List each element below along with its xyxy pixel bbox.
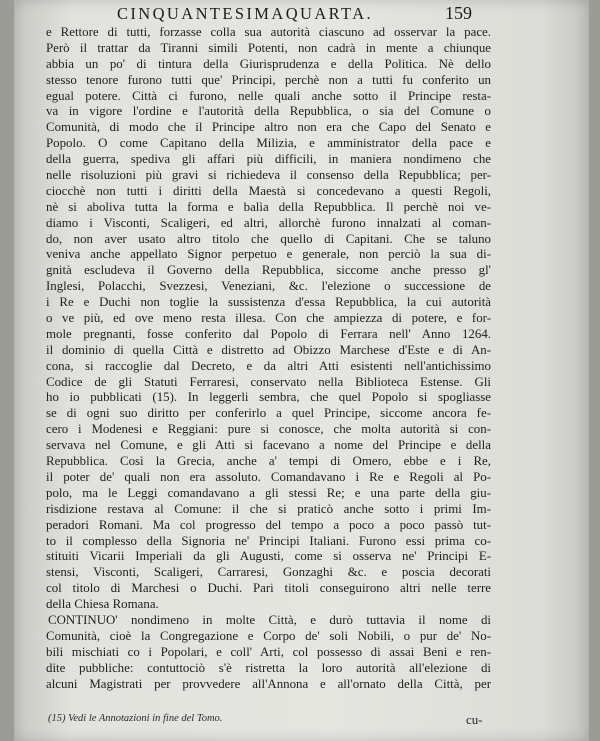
text-line: ho io pubblicati (15). In leggerli sembra, che quel Popolo si spogliasse [46, 390, 491, 405]
running-title: CINQUANTESIMAQUARTA. [117, 4, 374, 23]
text-line: diamo i Visconti, Scaligeri, ed altri, allorchè furono innalzati al coman- [46, 215, 491, 230]
text-line: peradori Romani. Ma col progresso del tempo a poco a poco passò tut- [46, 517, 491, 532]
text-line: nè si aboliva tutta la forma e balìa della Repubblica. Il perchè noi ve- [46, 199, 491, 214]
body-text [46, 25, 491, 692]
text-line: alcuni Magistrati per provvedere all'Annona e all'ornato della Città, per [46, 676, 491, 691]
text-line: il dominio di quella Città e distretto ad Obizzo Marchese d'Este e di An- [46, 342, 491, 357]
text-line: dite pubbliche: contuttociò s'è ristretta la loro autorità all'elezione di [46, 660, 491, 675]
text-line: Però il trattar da Tiranni simili Potenti, non cadrà in mente a chiunque [46, 40, 491, 55]
text-line: cero i Modenesi e Reggiani: pure si conosce, che molta autorità si con- [46, 422, 491, 437]
text-line: bili mischiati co i Popolari, e coll' Arti, col possesso di assai Beni e ren- [46, 644, 491, 659]
text-line: col titolo di Marchesi o Duchi. Pari titoli conseguirono altri nelle terre [46, 581, 491, 596]
text-line: il poter de' quali non era assoluto. Comandavano i Re e Regoli al Po- [46, 469, 491, 484]
text-line: o ve più, ed ove meno resta illesa. Con che ampiezza di potere, e for- [46, 311, 491, 326]
text-line: veniva anche appellato Signor perpetuo e generale, non perciò la sua di- [46, 247, 491, 262]
text-line: to il complesso della Signoria ne' Principi Italiani. Furono essi prima co- [46, 533, 491, 548]
text-line: Comunità, di modo che il Principe altro non era che Capo del Senato e [46, 120, 491, 135]
page-number: 159 [445, 3, 472, 23]
text-line: mole pregnanti, fosse conferito dal Popolo di Ferrara nell' Anno 1264. [46, 326, 491, 341]
text-line: se di ogni suo diritto per conferirlo a quel Principe, siccome ancora fe- [46, 406, 491, 421]
text-line: abbia un po' di tintura della Giurisprudenza e della Politica. Nè dello [46, 56, 491, 71]
paragraph-start-line: CONTINUO' nondimeno in molte Città, e durò tuttavia il nome di [48, 612, 491, 627]
text-line: e Rettore di tutti, forzasse colla sua autorità ciascuno ad osservar la pace. [46, 25, 491, 39]
text-line: Inglesi, Polacchi, Svezzesi, Veneziani, &c. l'elezione o successione de [46, 279, 491, 294]
book-page [14, 0, 589, 741]
text-line: ciocchè non tutti i diritti della Maestà si concedevano a questi Regoli, [46, 183, 491, 198]
text-line: servava nel Comune, e gli Atti si facevano a nome del Principe e della [46, 438, 491, 453]
text-line: della guerra, spediva gli affari più difficili, in maniera nondimeno che [46, 152, 491, 167]
text-line: della Chiesa Romana. [46, 597, 159, 612]
text-line: Comunità, cioè la Congregazione e Corpo de' soli Nobili, o pur de' No- [46, 628, 491, 643]
text-line: i Re e Duchi non toglie la sussistenza d'essa Repubblica, la cui autorità [46, 295, 491, 310]
catchword: cu- [466, 713, 483, 727]
text-line: polo, ma le Leggi comandavano a gli stessi Re; e una parte della giu- [46, 485, 491, 500]
text-line: risdizione restava al Comune: il che si praticò anche sotto i primi Im- [46, 501, 491, 516]
text-line: egual potere. Città ci furono, nelle quali anche sotto il Principe resta- [46, 88, 491, 103]
text-line: stensi, Visconti, Scaligeri, Carraresi, Gonzaghi &c. e poscia decorati [46, 565, 491, 580]
text-line: va in vigore l'ordine e l'autorità della Repubblica, o sia del Comune o [46, 104, 491, 119]
text-line: cona, si raccoglie dal Decreto, e da altri Atti esistenti nell'antichissimo [46, 358, 491, 373]
text-line: do, non aver usato altro titolo che quello di Capitani. Che se taluno [46, 231, 491, 246]
footnote: (15) Vedi le Annotazioni in fine del Tomo. [48, 713, 223, 724]
text-line: stesso tenore furono tutti que' Principi, perchè non a tutti fu conferito un [46, 72, 491, 87]
text-line: Repubblica. Così la Grecia, anche a' tempi di Omero, ebbe e i Re, [46, 454, 491, 469]
text-line: gnità escludeva il Governo della Repubblica, siccome anche presso gl' [46, 263, 491, 278]
text-line: stituiti Vicarii Imperiali da gli Augusti, come si osserva ne' Principi E- [46, 549, 491, 564]
text-line: nelle risoluzioni più gravi si richiedeva il consenso della Repubblica; per- [46, 168, 491, 183]
running-header [117, 4, 472, 26]
text-line: Popolo. O come Capitano della Milizia, e amministrator della pace e [46, 136, 491, 151]
text-line: Codice de gli Statuti Ferraresi, conservato nella Biblioteca Estense. Gli [46, 374, 491, 389]
